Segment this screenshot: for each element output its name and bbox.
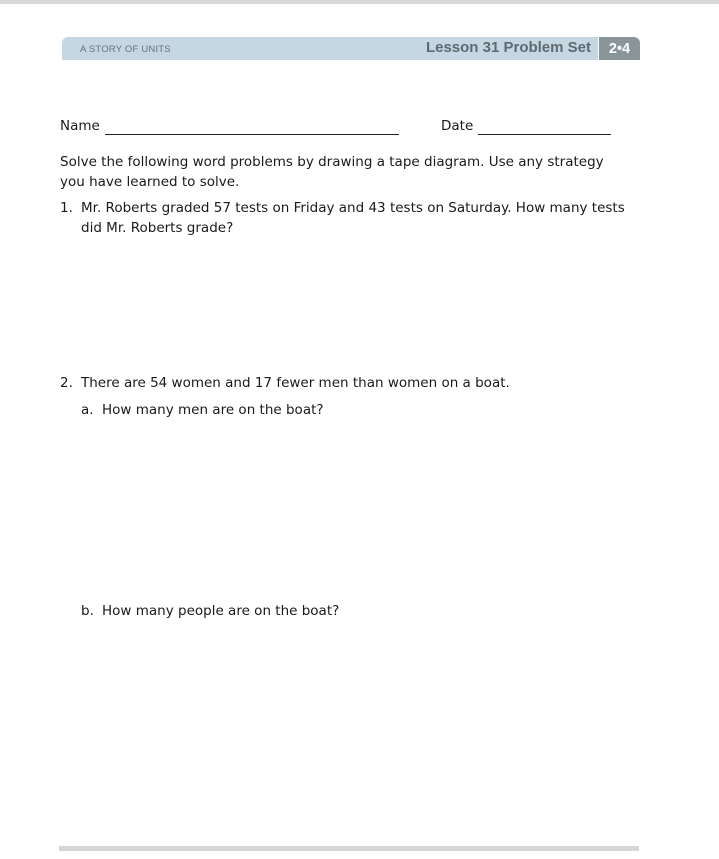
part-text: How many men are on the boat? [102,402,324,418]
module-badge: 2•4 [599,37,640,60]
name-label: Name [60,118,100,134]
date-field-line[interactable] [478,134,611,135]
part-text: How many people are on the boat? [102,603,340,619]
series-label: A STORY OF UNITS [80,44,171,55]
footer-rule [59,846,639,851]
problem-number: 2. [60,375,73,391]
part-letter: a. [81,402,94,418]
part-letter: b. [81,603,94,619]
name-field-line[interactable] [105,134,399,135]
date-label: Date [441,118,474,134]
problem-number: 1. [60,200,73,216]
problem-text: Mr. Roberts graded 57 tests on Friday and 43 tests on Saturday. How many tests did Mr. Roberts grade? [81,200,625,236]
instructions: Solve the following word problems by drawing a tape diagram. Use any strategy you have learned to solve. [60,154,604,190]
problem-text: There are 54 women and 17 fewer men than women on a boat. [81,375,510,391]
page-top-edge [0,0,719,4]
lesson-title: Lesson 31 Problem Set [425,39,591,56]
